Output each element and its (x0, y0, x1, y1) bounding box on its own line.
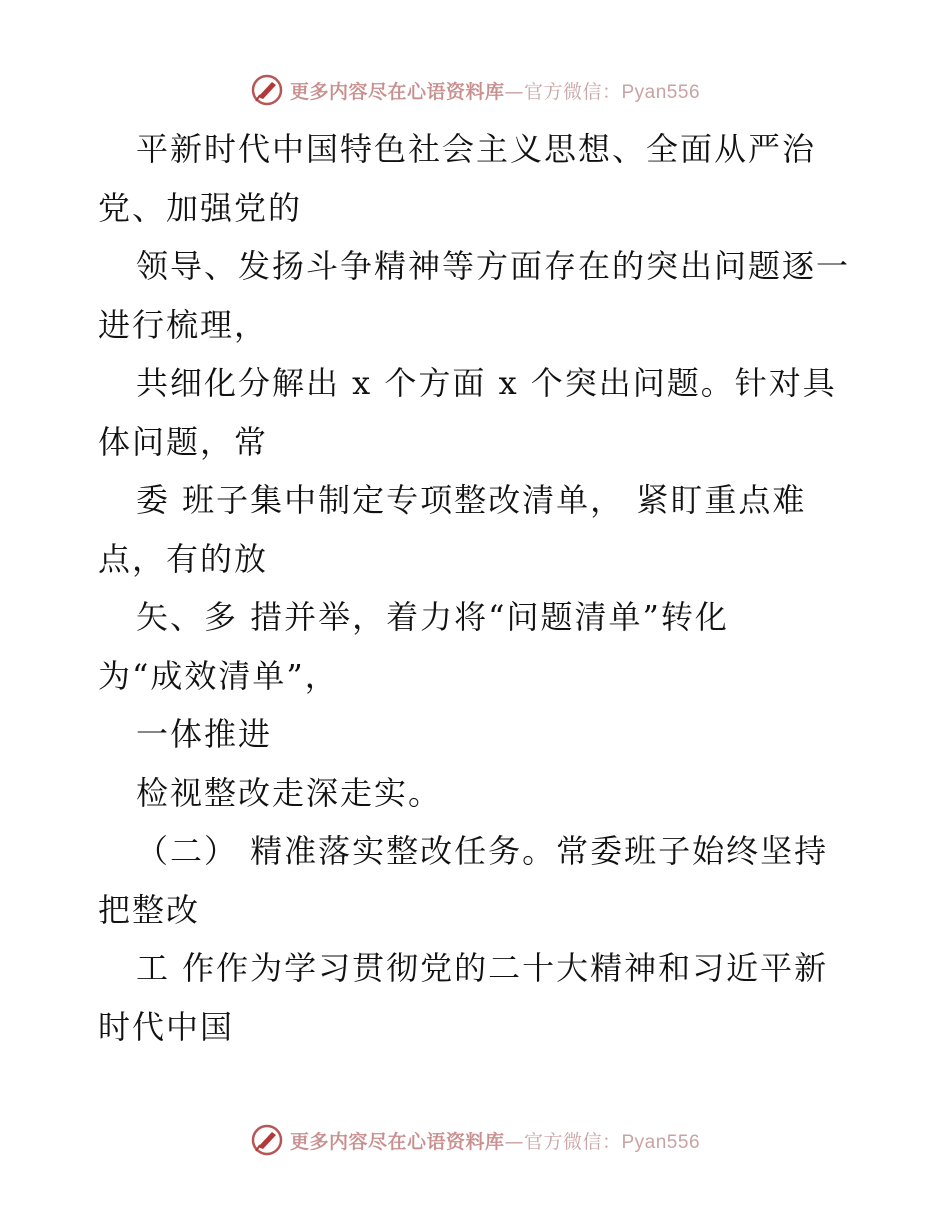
text-line: 党、加强党的 (98, 188, 303, 227)
text-line: 把整改 (98, 890, 201, 929)
footer-watermark (0, 1120, 950, 1160)
text-line: 点，有的放 (98, 539, 269, 578)
text-line: 平新时代中国特色社会主义思想、全面从严治 (136, 130, 817, 168)
watermark-brand: 更多内容尽在心语资料库 (289, 1130, 505, 1153)
text-line: 委 班子集中制定专项整改清单， 紧盯重点难 (136, 481, 807, 519)
text-line: 体问题，常 (98, 422, 269, 461)
text-line: 时代中国 (98, 1007, 235, 1046)
watermark-brand: 更多内容尽在心语资料库 (289, 80, 505, 103)
text-line: 为“成效清单”， (98, 656, 339, 695)
text-line: （二） 精准落实整改任务。常委班子始终坚持 (136, 832, 829, 870)
watermark-separator: — (504, 80, 524, 103)
text-line: 工 作作为学习贯彻党的二十大精神和习近平新 (136, 949, 829, 987)
header-watermark (0, 70, 950, 110)
text-line: 矢、多 措并举，着力将“问题清单”转化 (136, 598, 729, 636)
watermark-wechat-label: 官方微信： (523, 1130, 622, 1153)
watermark-wechat-id: Pyan556 (621, 81, 701, 103)
text-line: 一体推进 (136, 715, 273, 753)
watermark-separator: — (504, 1130, 524, 1153)
watermark-text (290, 1127, 700, 1154)
text-line: 共细化分解出 x 个方面 x 个突出问题。针对具 (136, 364, 837, 402)
watermark-wechat-label: 官方微信： (523, 80, 622, 103)
quill-circle-icon (250, 73, 284, 107)
quill-circle-icon (250, 1123, 284, 1157)
watermark-wechat-id: Pyan556 (621, 1131, 701, 1153)
text-line: 检视整改走深走实。 (136, 773, 443, 812)
watermark-text (290, 77, 700, 104)
document-body (98, 120, 858, 1056)
text-line: 领导、发扬斗争精神等方面存在的突出问题逐一 (136, 247, 851, 285)
text-line: 进行梳理， (98, 305, 269, 344)
